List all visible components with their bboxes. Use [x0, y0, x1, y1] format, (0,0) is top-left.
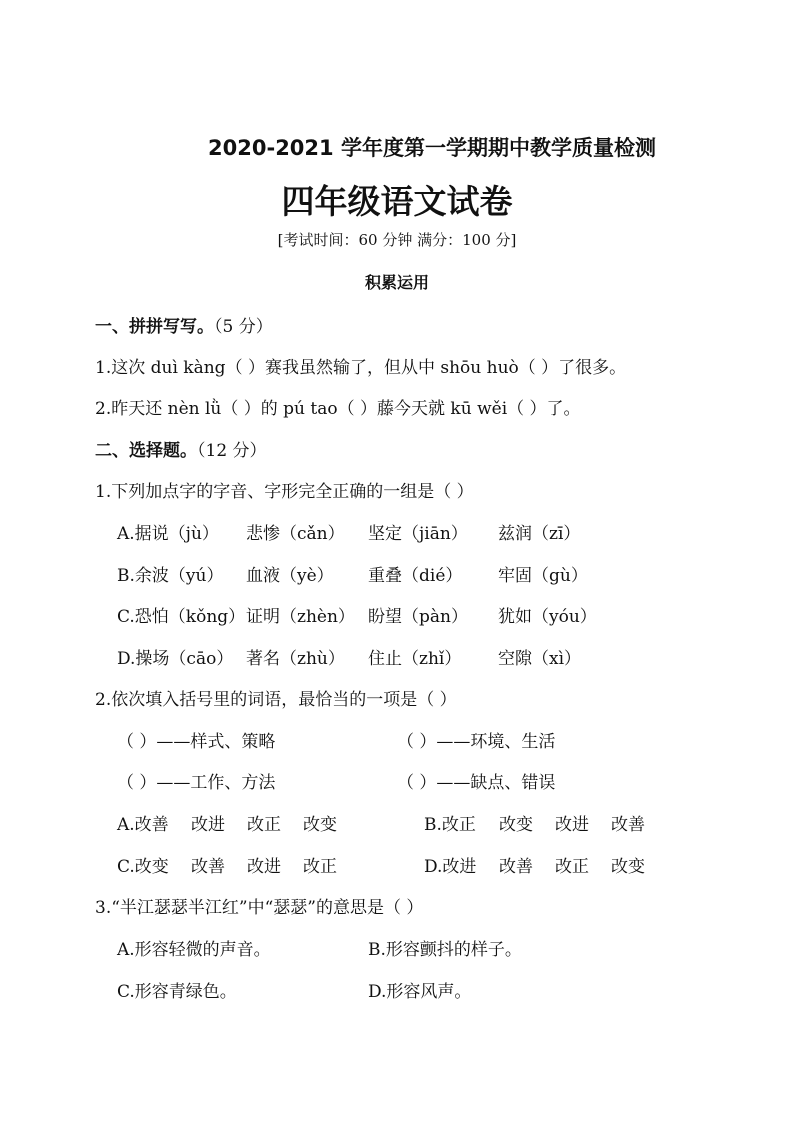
q2-blank-3: （ ）——工作、方法 — [117, 773, 276, 793]
q1-option-d-2: 著名（zhù） — [246, 649, 345, 669]
q1-option-d-4: 空隙（xì） — [498, 649, 582, 669]
q2-blank-1: （ ）——样式、策略 — [117, 732, 276, 752]
q2-blank-2: （ ）——环境、生活 — [397, 732, 556, 752]
part2-heading-score: （12 分） — [197, 441, 267, 461]
q1-option-b-1: B.余波（yú） — [117, 566, 224, 586]
q1-option-d-3: 住止（zhǐ） — [368, 649, 462, 669]
q2-option-d-4: 改变 — [611, 857, 645, 877]
exam-title: 2020-2021 学年度第一学期期中教学质量检测 — [208, 136, 656, 160]
part1-question-2: 2.昨天还 nèn lǜ（ ）的 pú tao（ ）藤今天就 kū wěi（ ）了。 — [95, 399, 581, 419]
q3-option-c: C.形容青绿色。 — [117, 982, 237, 1002]
q2-option-b-4: 改善 — [611, 815, 645, 835]
q3-option-b: B.形容颤抖的样子。 — [368, 940, 522, 960]
part1-heading-label: 一、拼拼写写。 — [95, 317, 214, 337]
q2-option-c-1: C.改变 — [117, 857, 169, 877]
q3-option-d: D.形容风声。 — [368, 982, 472, 1002]
exam-info: [考试时间：60 分钟 满分：100 分] — [277, 231, 517, 249]
section-title: 积累运用 — [364, 273, 429, 292]
q1-option-b-4: 牢固（gù） — [498, 566, 588, 586]
q2-option-b-1: B.改正 — [424, 815, 476, 835]
q3-option-a: A.形容轻微的声音。 — [117, 940, 271, 960]
q1-option-b-2: 血液（yè） — [246, 566, 334, 586]
q2-option-a-3: 改正 — [247, 815, 281, 835]
q2-blank-4: （ ）——缺点、错误 — [397, 773, 556, 793]
q1-option-c-1: C.恐怕（kǒng） — [117, 607, 246, 627]
q2-option-a-2: 改进 — [191, 815, 225, 835]
q2-option-b-2: 改变 — [499, 815, 533, 835]
q2-option-a-4: 改变 — [303, 815, 337, 835]
part2-heading-label: 二、选择题。 — [95, 441, 197, 461]
q1-option-a-4: 兹润（zī） — [498, 524, 581, 544]
part2-heading — [95, 436, 267, 461]
q2-option-d-3: 改正 — [555, 857, 589, 877]
part2-q1-stem: 1.下列加点字的字音、字形完全正确的一组是（ ） — [95, 482, 474, 502]
part1-question-1: 1.这次 duì kàng（ ）赛我虽然输了，但从中 shōu huò（ ）了很多。 — [95, 358, 627, 378]
q1-option-c-2: 证明（zhèn） — [246, 607, 355, 627]
part1-heading-score: （5 分） — [214, 317, 273, 337]
q2-option-a-1: A.改善 — [117, 815, 169, 835]
part2-q2-stem: 2.依次填入括号里的词语，最恰当的一项是（ ） — [95, 690, 457, 710]
exam-subtitle: 四年级语文试卷 — [281, 182, 513, 221]
q2-option-d-2: 改善 — [499, 857, 533, 877]
q1-option-c-3: 盼望（pàn） — [368, 607, 468, 627]
q1-option-a-2: 悲惨（cǎn） — [246, 524, 345, 544]
q2-option-c-3: 改进 — [247, 857, 281, 877]
q1-option-d-1: D.操场（cāo） — [117, 649, 234, 669]
q1-option-a-3: 坚定（jiān） — [368, 524, 468, 544]
q1-option-b-3: 重叠（dié） — [368, 566, 463, 586]
q2-option-c-4: 改正 — [303, 857, 337, 877]
part1-heading — [95, 312, 273, 337]
part2-q3-stem: 3.“半江瑟瑟半江红”中“瑟瑟”的意思是（ ） — [95, 898, 424, 918]
q1-option-a-1: A.据说（jù） — [117, 524, 219, 544]
q1-option-c-4: 犹如（yóu） — [498, 607, 597, 627]
q2-option-b-3: 改进 — [555, 815, 589, 835]
q2-option-c-2: 改善 — [191, 857, 225, 877]
q2-option-d-1: D.改进 — [424, 857, 477, 877]
